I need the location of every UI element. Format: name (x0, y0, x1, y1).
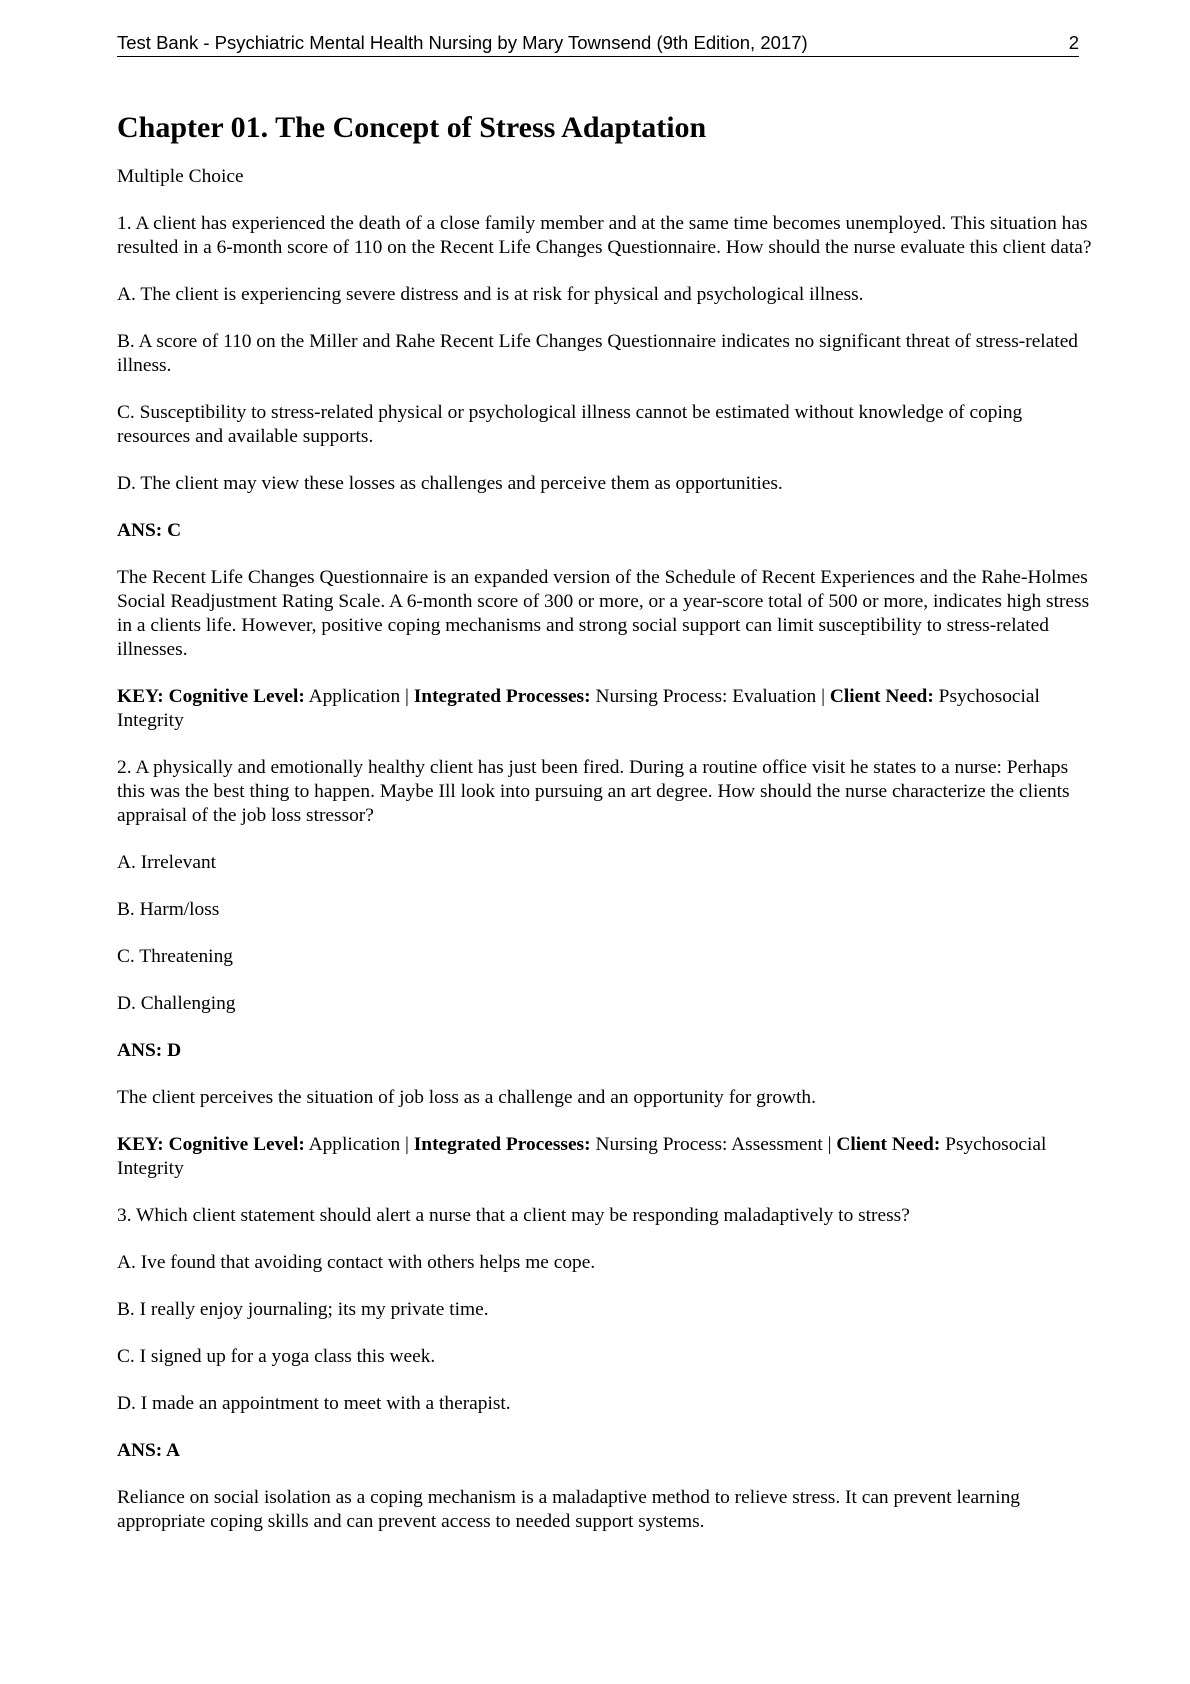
question-stem: 1. A client has experienced the death of a close family member and at the same time becomes unemployed. This situation has resulted in a 6-month score of 110 on the Recent Life Changes Questionnaire. How should the nurse evaluate this client data? (117, 213, 1092, 258)
correct-answer: ANS: C (117, 520, 182, 541)
answer-option: C. I signed up for a yoga class this week. (117, 1346, 436, 1367)
answer-option: A. Ive found that avoiding contact with others helps me cope. (117, 1252, 596, 1273)
rationale: Reliance on social isolation as a coping mechanism is a maladaptive method to relieve stress. It can prevent learning appropriate coping skills and can prevent access to needed support systems. (117, 1487, 1020, 1532)
running-header (117, 30, 1079, 57)
question-stem: 2. A physically and emotionally healthy client has just been fired. During a routine office visit he states to a nurse: Perhaps this was the best thing to happen. Maybe Ill look into pursuing an art degree. How should the nurse characterize the clients appraisal of the job loss stressor? (117, 757, 1070, 826)
section-label: Multiple Choice (117, 166, 244, 187)
answer-option: A. The client is experiencing severe distress and is at risk for physical and psychological illness. (117, 284, 864, 305)
question-stem: 3. Which client statement should alert a nurse that a client may be responding maladaptively to stress? (117, 1205, 910, 1226)
answer-option: D. The client may view these losses as challenges and perceive them as opportunities. (117, 473, 783, 494)
answer-option: B. A score of 110 on the Miller and Rahe Recent Life Changes Questionnaire indicates no significant threat of stress-related illness. (117, 331, 1078, 376)
answer-option: B. I really enjoy journaling; its my private time. (117, 1299, 489, 1320)
answer-option: A. Irrelevant (117, 852, 217, 873)
answer-option: C. Susceptibility to stress-related physical or psychological illness cannot be estimated without knowledge of coping resources and available supports. (117, 402, 1023, 447)
answer-option: D. I made an appointment to meet with a therapist. (117, 1393, 511, 1414)
document-title: Test Bank - Psychiatric Mental Health Nursing by Mary Townsend (9th Edition, 2017) (117, 32, 808, 53)
chapter-title: Chapter 01. The Concept of Stress Adaptation (117, 111, 707, 144)
answer-option: D. Challenging (117, 993, 236, 1014)
rationale: The client perceives the situation of job loss as a challenge and an opportunity for growth. (117, 1087, 816, 1108)
answer-option: B. Harm/loss (117, 899, 220, 920)
correct-answer: ANS: A (117, 1440, 181, 1461)
page-number: 2 (1068, 32, 1079, 53)
question-key: KEY: Cognitive Level: Application | Integrated Processes: Nursing Process: Assessment | Client Need: Psychosocial Integrity (117, 1134, 1047, 1179)
correct-answer: ANS: D (117, 1040, 182, 1061)
rationale: The Recent Life Changes Questionnaire is an expanded version of the Schedule of Recent Experiences and the Rahe-Holmes Social Readjustment Rating Scale. A 6-month score of 300 or more, or a year-score total of 500 or more, indicates high stress in a clients life. However, positive coping mechanisms and strong social support can limit susceptibility to stress-related illnesses. (117, 567, 1090, 660)
answer-option: C. Threatening (117, 946, 233, 967)
question-key: KEY: Cognitive Level: Application | Integrated Processes: Nursing Process: Evaluation | Client Need: Psychosocial Integrity (117, 686, 1040, 731)
page-content (117, 108, 1092, 1557)
